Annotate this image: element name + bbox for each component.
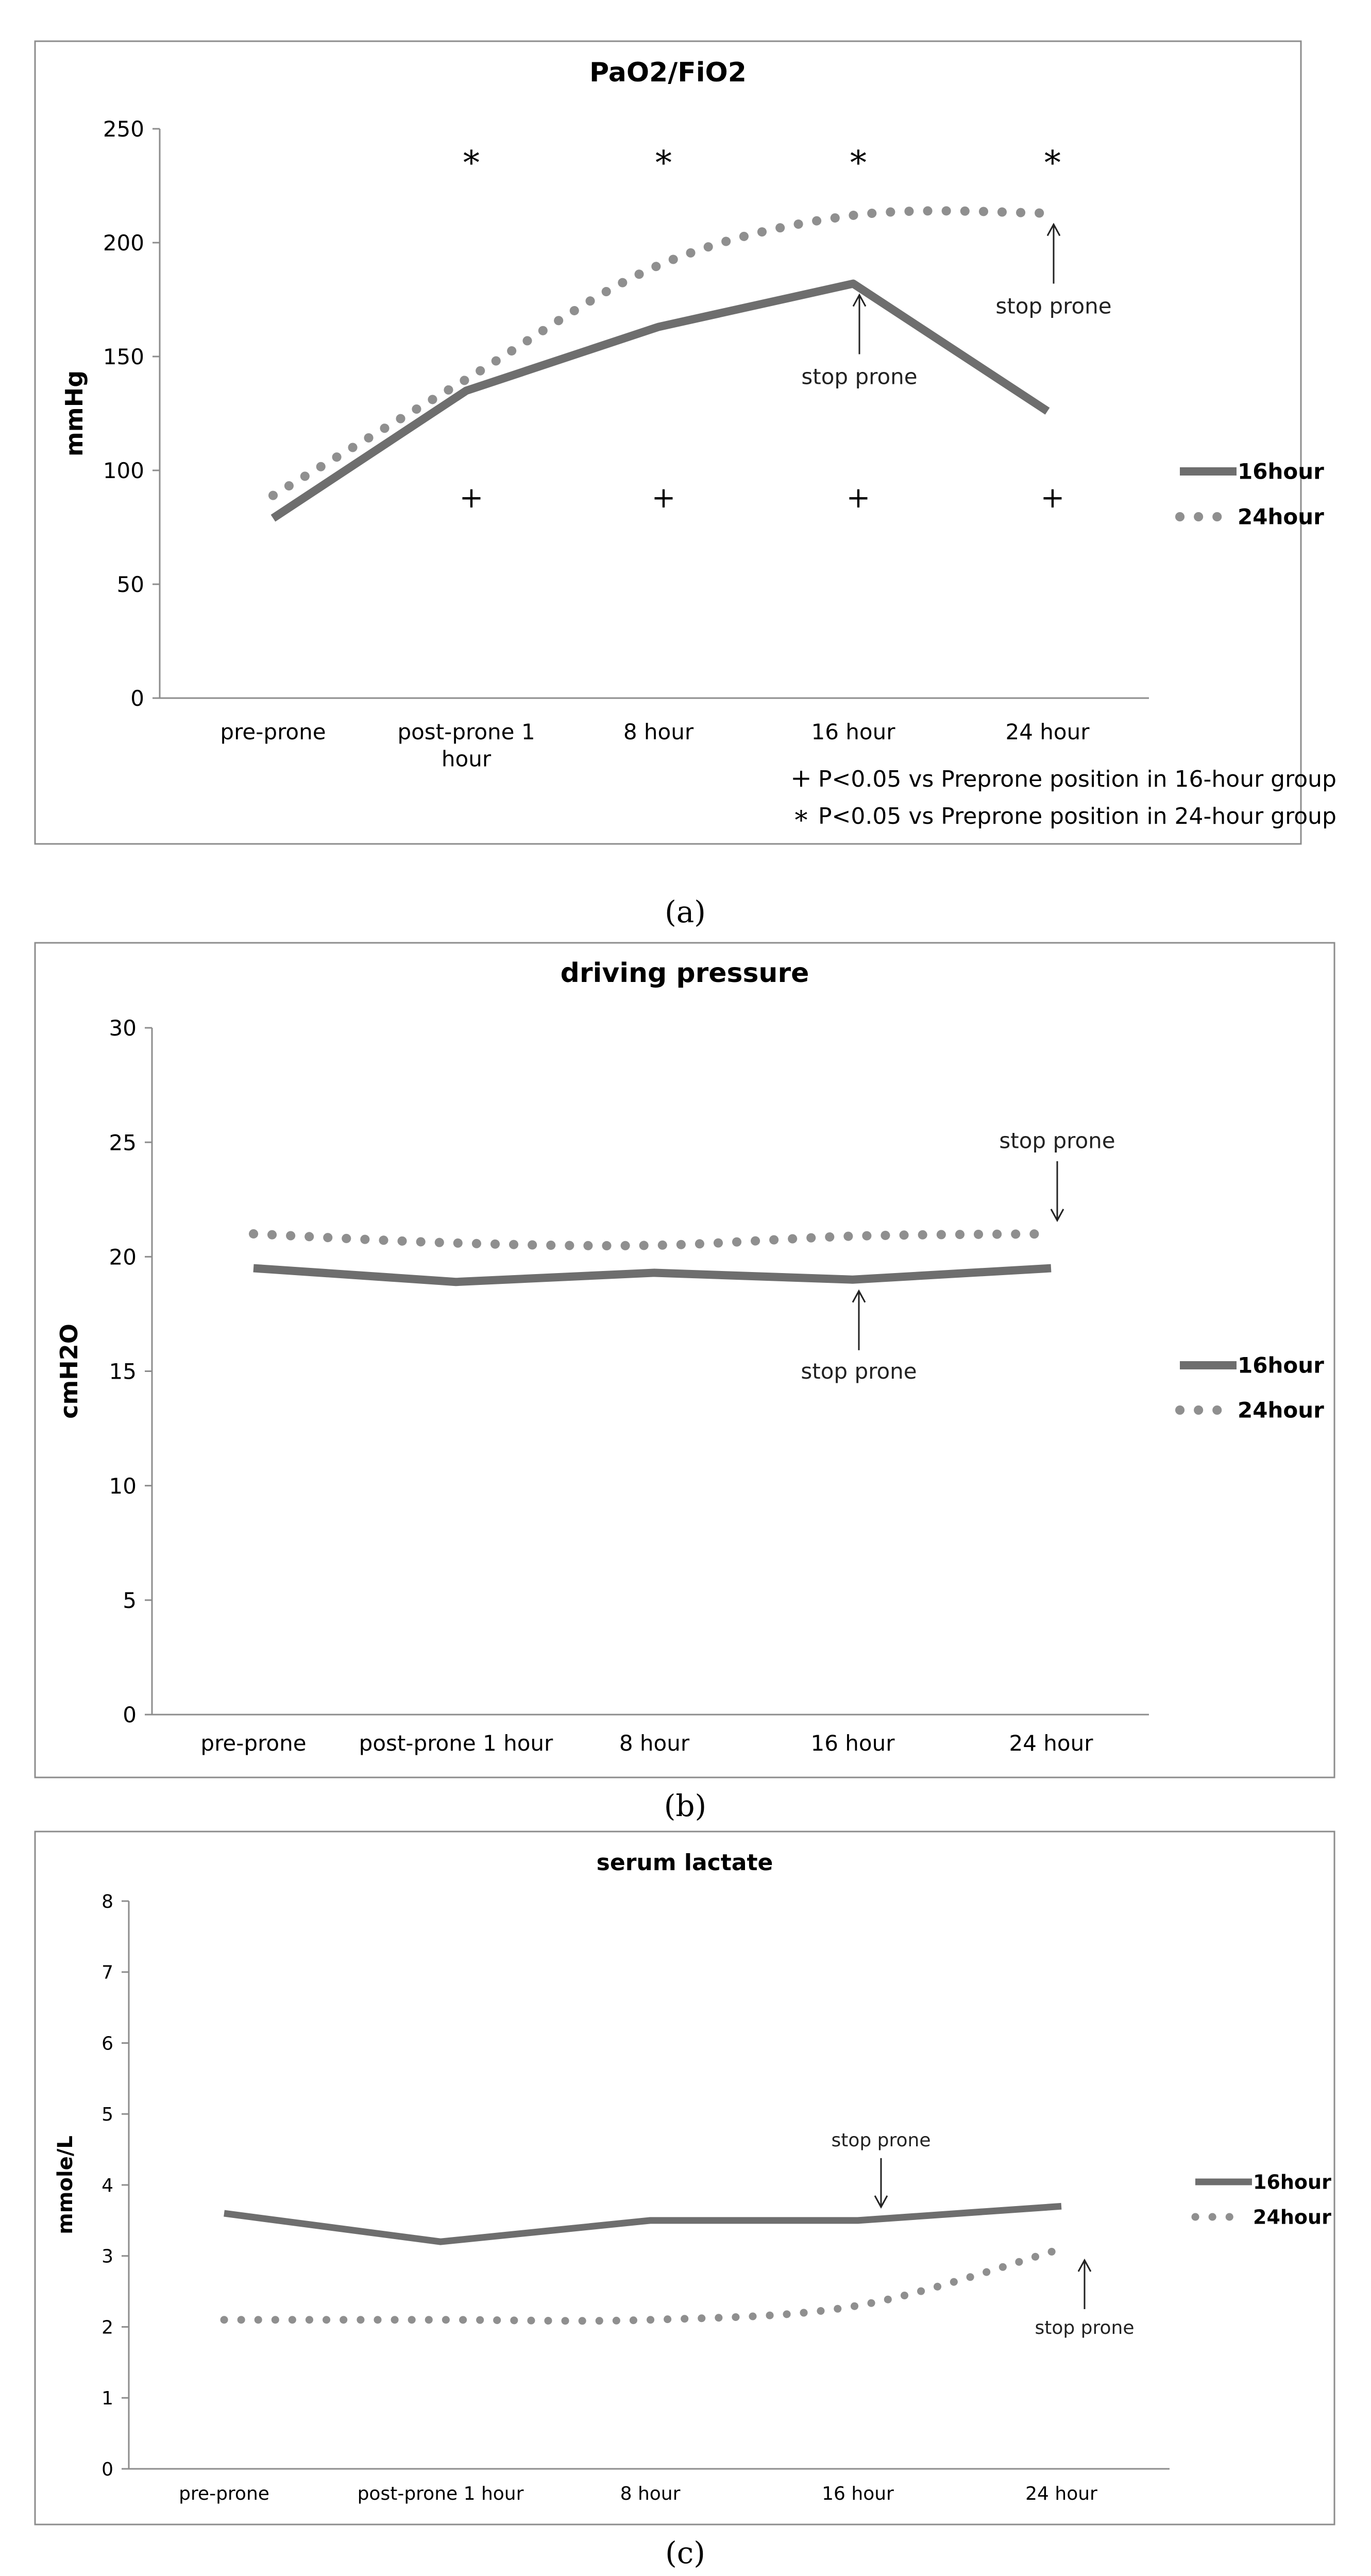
legend-label: 16hour — [1238, 459, 1324, 484]
y-tick-label: 5 — [101, 2104, 113, 2126]
panel-caption: (b) — [664, 1788, 707, 1823]
x-tick-label: post-prone 1 hour — [359, 1731, 553, 1756]
plus-marker: + — [1040, 481, 1065, 515]
series-line-24hour — [273, 211, 1047, 495]
x-tick-label: pre-prone — [220, 719, 326, 744]
y-tick-label: 200 — [103, 230, 144, 256]
data-point-24hour-4 — [1051, 1233, 1052, 1234]
x-tick-label: post-prone 1 hour — [357, 2483, 524, 2504]
x-tick-label: 8 hour — [620, 2483, 681, 2504]
y-tick-label: 0 — [123, 1702, 137, 1728]
plus-footnote-symbol: + — [790, 763, 812, 793]
stop-prone-label: stop prone — [1035, 2317, 1135, 2338]
asterisk-marker: ∗ — [847, 138, 870, 176]
asterisk-marker: ∗ — [1041, 138, 1064, 176]
y-tick-label: 20 — [109, 1244, 137, 1270]
data-point-24hour-1 — [440, 2319, 441, 2320]
y-tick-label: 150 — [103, 344, 144, 370]
data-point-24hour-4 — [1061, 2248, 1062, 2249]
legend-label: 24hour — [1238, 1397, 1324, 1423]
data-point-24hour-4 — [1047, 213, 1048, 214]
x-tick-label: 8 hour — [619, 1731, 690, 1756]
series-line-24hour — [253, 1234, 1051, 1246]
x-tick-label: 24 hour — [1009, 1731, 1093, 1756]
chart-panel-1 — [35, 41, 1336, 844]
y-tick-label: 30 — [109, 1015, 137, 1041]
stop-prone-label: stop prone — [801, 1358, 917, 1384]
y-tick-label: 8 — [101, 1891, 113, 1912]
chart-panel-2 — [35, 943, 1334, 1777]
y-tick-label: 1 — [101, 2388, 113, 2410]
legend-label: 24hour — [1238, 504, 1324, 530]
asterisk-marker: ∗ — [652, 138, 675, 176]
legend-label: 16hour — [1253, 2171, 1331, 2194]
y-tick-label: 25 — [109, 1130, 137, 1156]
y-tick-label: 15 — [109, 1359, 137, 1384]
x-tick-label: 8 hour — [623, 719, 694, 744]
chart-panel-3 — [35, 1832, 1334, 2524]
x-tick-label: 16 hour — [811, 719, 895, 744]
chart-title: PaO2/FiO2 — [589, 57, 747, 88]
series-line-24hour — [224, 2249, 1061, 2321]
y-tick-label: 2 — [101, 2317, 113, 2338]
chart-frame — [35, 943, 1334, 1777]
plus-marker: + — [459, 481, 484, 515]
significance-footnote: P<0.05 vs Preprone position in 16-hour group — [818, 766, 1336, 792]
panels-container — [35, 41, 1336, 2570]
y-tick-label: 0 — [101, 2459, 113, 2480]
legend-label: 16hour — [1238, 1352, 1324, 1378]
asterisk-footnote-symbol: ∗ — [792, 800, 810, 830]
chart-title: serum lactate — [596, 1850, 773, 1876]
chart-frame — [35, 1832, 1334, 2524]
y-tick-label: 5 — [123, 1587, 137, 1613]
chart-title: driving pressure — [560, 958, 809, 989]
significance-footnote: P<0.05 vs Preprone position in 24-hour group — [818, 803, 1336, 829]
stop-prone-label: stop prone — [801, 364, 918, 389]
panel-caption: (c) — [665, 2535, 705, 2570]
x-tick-label: pre-prone — [200, 1731, 307, 1756]
x-tick-label: pre-prone — [179, 2483, 269, 2504]
x-tick-label: 16 hour — [810, 1731, 895, 1756]
plus-marker: + — [846, 481, 871, 515]
data-point-24hour-2 — [654, 1245, 655, 1246]
x-tick-label: 16 hour — [822, 2483, 894, 2504]
y-tick-label: 7 — [101, 1962, 113, 1984]
stop-prone-label: stop prone — [831, 2130, 931, 2151]
plus-marker: + — [651, 481, 676, 515]
y-axis-label: cmH2O — [55, 1324, 83, 1419]
stop-prone-label: stop prone — [999, 1128, 1115, 1154]
series-line-16hour — [253, 1268, 1051, 1282]
y-tick-label: 3 — [101, 2246, 113, 2267]
series-line-16hour — [224, 2206, 1061, 2242]
y-tick-label: 50 — [116, 572, 144, 598]
panel-caption: (a) — [665, 894, 706, 929]
y-tick-label: 0 — [130, 686, 144, 711]
x-tick-label: post-prone 1 hour — [397, 719, 535, 772]
x-tick-label: 24 hour — [1025, 2483, 1097, 2504]
x-tick-label: 24 hour — [1005, 719, 1090, 744]
asterisk-marker: ∗ — [460, 138, 483, 176]
y-tick-label: 6 — [101, 2033, 113, 2055]
y-tick-label: 250 — [103, 116, 144, 142]
y-tick-label: 4 — [101, 2175, 113, 2196]
y-tick-label: 10 — [109, 1473, 137, 1499]
stop-prone-label: stop prone — [995, 293, 1112, 319]
y-tick-label: 100 — [103, 458, 144, 484]
legend-label: 24hour — [1253, 2206, 1331, 2229]
y-axis-label: mmole/L — [54, 2136, 77, 2234]
y-axis-label: mmHg — [60, 370, 88, 457]
